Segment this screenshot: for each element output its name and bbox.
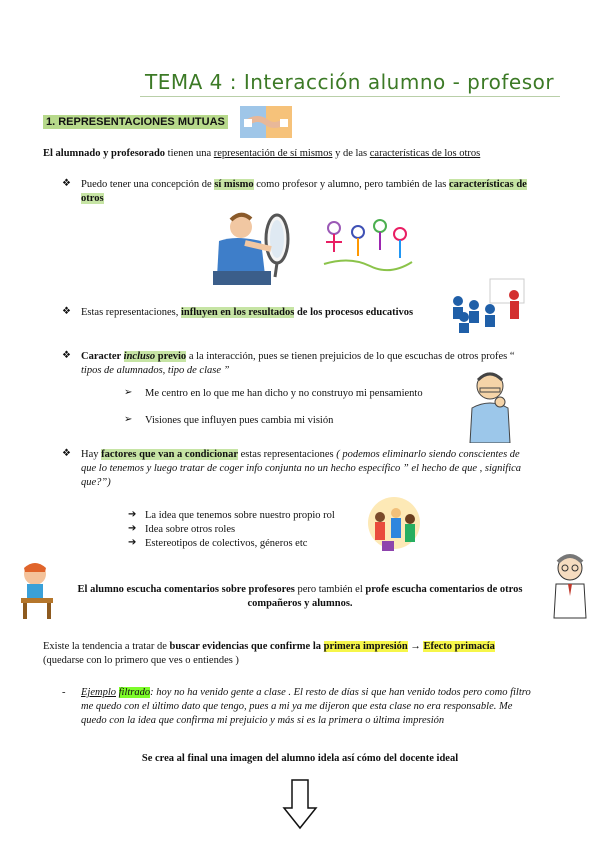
b1-highlight-3: otros <box>81 193 104 204</box>
example-text-1: : hoy no ha venido gente a clase . El resto de días si que han venido todos pero como filtro <box>150 687 531 698</box>
final-bold: Se crea al final una imagen del alumno idela así cómo del docente ideal <box>141 753 459 764</box>
comments-text: pero también el <box>294 584 366 595</box>
b2-text-2: de los procesos educativos <box>294 307 414 318</box>
intro-underline-2: características de los otros <box>369 148 481 159</box>
tendency-line-1 <box>43 640 558 654</box>
b2-text: Estas representaciones, <box>81 307 182 318</box>
bullet-3-line2 <box>81 364 229 378</box>
intro-bold: El alumnado y profesorado <box>43 148 166 159</box>
diamond-bullet-icon: ❖ <box>62 306 71 317</box>
b3-italic-bold: incluso <box>123 351 156 362</box>
filtrado-highlight: filtrado <box>118 687 151 698</box>
handshake-image <box>240 106 292 138</box>
b3-quote: “ <box>509 351 515 362</box>
mirror-illustration <box>205 205 300 290</box>
b1-text-2: como profesor y alumno, pero también de las <box>253 179 449 190</box>
b4-sub-3: Estereotipos de colectivos, géneros etc <box>145 538 308 549</box>
arrowhead-bullet-icon: ➢ <box>124 414 133 425</box>
diamond-bullet-icon: ❖ <box>62 448 71 459</box>
tendency-line-2: (quedarse con lo primero que ves o entiendes ) <box>43 655 239 666</box>
example-text-3: quedo con la idea que confirma mi prejuicio y más si es la primera o última impresión <box>81 715 445 726</box>
b4-text-2: estas representaciones <box>238 449 337 460</box>
group-people-image <box>360 495 428 557</box>
down-arrow-icon <box>282 778 318 830</box>
comments-bold-3: compañeros y alumnos. <box>247 598 353 609</box>
b4-italic-1: ( podemos eliminarlo siendo conscientes de <box>336 449 520 460</box>
b2-highlight: influyen en los resultados <box>181 307 295 318</box>
arrow-icon: → <box>407 641 424 652</box>
b3-text: a la interacción, pues se tienen prejuicios de lo que escuchas de otros profes <box>186 351 510 362</box>
presentation-image <box>448 275 528 335</box>
arrowhead-bullet-icon: ➢ <box>124 387 133 398</box>
kids-drawing-image <box>320 212 415 272</box>
dash-bullet: - <box>62 687 66 698</box>
diamond-bullet-icon: ❖ <box>62 178 71 189</box>
b1-highlight-2: características de <box>449 179 527 190</box>
b4-italic-3: que?”) <box>81 477 111 488</box>
bullet-1 <box>81 178 561 206</box>
b1-text: Puedo tener una concepción de <box>81 179 215 190</box>
tendency-text: Existe la tendencia a tratar de <box>43 641 170 652</box>
b3-sub-2: Visiones que influyen pues cambia mi visión <box>145 415 334 426</box>
example-line-3 <box>81 714 444 728</box>
intro-underline-1: representación de sí mismos <box>213 148 333 159</box>
section-heading: 1. REPRESENTACIONES MUTUAS <box>43 115 228 129</box>
efecto-primacia-highlight: Efecto primacía <box>423 641 495 652</box>
bullet-2 <box>81 306 413 320</box>
b3-sub-1: Me centro en lo que me han dicho y no construyo mi pensamiento <box>145 388 423 399</box>
bullet-3 <box>81 350 559 364</box>
title-divider <box>140 96 560 97</box>
comments-bold-2: profe escucha comentarios de otros <box>365 584 523 595</box>
b3-bold: Caracter <box>81 351 124 362</box>
example-text-2: me quedo con el último dato que tengo, pues a mi ya me dijeron que esta clase no era responsable. Me <box>81 701 513 712</box>
b4-text: Hay <box>81 449 102 460</box>
final-statement <box>60 752 540 766</box>
b4-sub-2: Idea sobre otros roles <box>145 524 236 535</box>
example-label: Ejemplo <box>81 687 116 698</box>
page-title: TEMA 4 : Interacción alumno - profesor <box>145 70 555 94</box>
bullet-4 <box>81 448 559 462</box>
thinking-man-image <box>460 368 520 443</box>
arrow-bullet-icon: ➔ <box>128 509 137 520</box>
intro-text: tienen una <box>165 148 214 159</box>
intro-text-2: y de las <box>332 148 370 159</box>
student-desk-image <box>15 560 57 620</box>
b1-highlight-1: sí mismo <box>214 179 254 190</box>
tendency-bold: buscar evidencias que confirme la <box>169 641 321 652</box>
diamond-bullet-icon: ❖ <box>62 350 71 361</box>
intro-line <box>43 147 480 161</box>
comments-paragraph <box>60 583 540 611</box>
b4-highlight: factores que van a condicionar <box>101 449 239 460</box>
example-line-1 <box>81 686 559 700</box>
b3-bold-2: previo <box>155 351 187 362</box>
bullet-4-line2 <box>81 462 521 476</box>
b3-italic: tipos de alumnados, tipo de clase ” <box>81 365 230 376</box>
comments-bold-1: El alumno escucha comentarios sobre profesores <box>77 584 295 595</box>
b4-sub-1: La idea que tenemos sobre nuestro propio rol <box>145 510 335 521</box>
bullet-4-line3 <box>81 476 111 490</box>
arrow-bullet-icon: ➔ <box>128 537 137 548</box>
primera-impresion-highlight: primera impresión <box>323 641 408 652</box>
example-line-2 <box>81 700 559 714</box>
arrow-bullet-icon: ➔ <box>128 523 137 534</box>
b4-italic-2: que lo tenemos y luego tratar de coger info conjunta no un hecho específico ” el hecho de que , significa <box>81 463 522 474</box>
teacher-image <box>548 552 593 622</box>
